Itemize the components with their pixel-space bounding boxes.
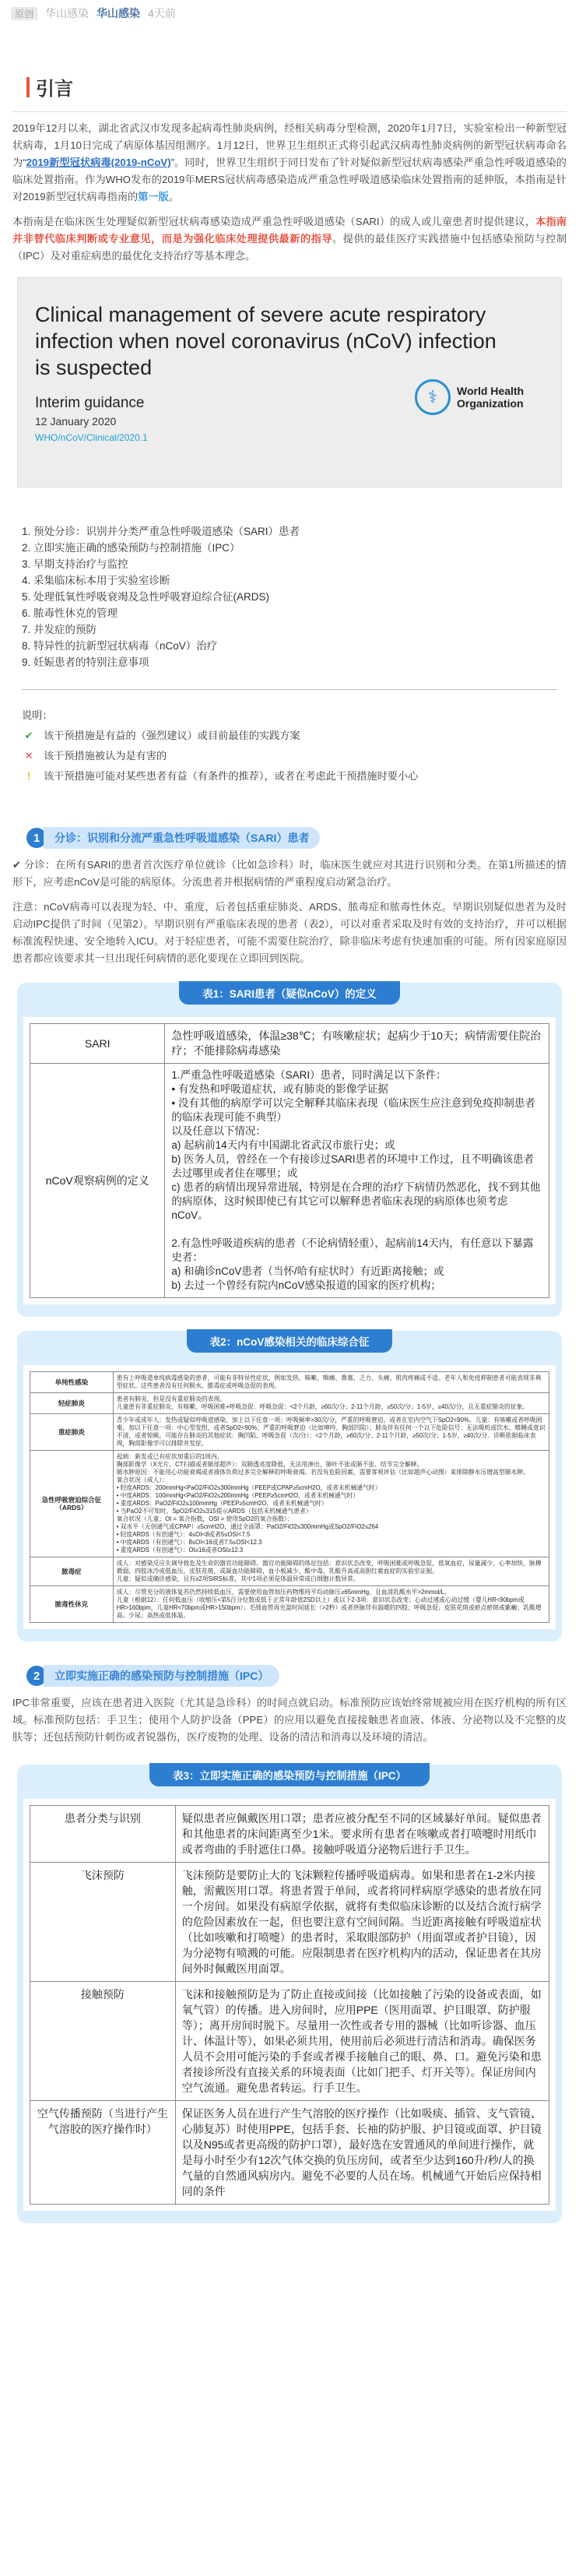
table-row (30, 1451, 549, 1557)
table-row (30, 1064, 549, 1298)
section-number: 2 (26, 1666, 47, 1686)
legend (22, 706, 557, 787)
row-content: 疑似患者应佩戴医用口罩；患者应被分配至不同的区域暴好单间。疑似患者和其他患者的床间距离至少1米。要求所有患者在咳嗽或者打喷嚏时用纸巾或者弯曲的手肘遮住口鼻。接触呼吸道分泌物后进行手卫生。 (175, 1806, 549, 1863)
intro-text: 2019年12月以来，湖北省武汉市发现多起病毒性肺炎病例，经相关病毒分型检测，2020年1月7日，实验室检出一种新型冠状病毒，1月10日完成了病原体基因组测序。1月12日，世界卫生组织正式将引起武汉病毒性肺炎病例的新型冠状病毒命名为“ (12, 122, 567, 168)
table-row (30, 1806, 549, 1863)
article-meta (0, 0, 579, 26)
cross-icon: ✕ (24, 750, 33, 762)
original-tag: 原创 (11, 7, 37, 20)
table-3-caption: 表3：立即实施正确的感染预防与控制措施（IPC） (149, 1763, 430, 1786)
account-link[interactable]: 华山感染 (96, 7, 141, 19)
who-logo (415, 379, 542, 415)
row-label: 脓毒性休克 (30, 1586, 114, 1623)
outline-item: 3. 早期支持治疗与监控 (22, 558, 128, 570)
legend-text: 该干预措施可能对某些患者有益（有条件的推荐），或者在考虑此干预措施时要小心 (44, 770, 419, 782)
row-label: nCoV观察病例的定义 (30, 1064, 165, 1298)
section-2-paragraph: IPC非常重要，应该在患者进入医院（尤其是急诊科）的时间点就启动。标准预防应该始终常规被应用在医疗机构的所有区域。标准预防包括：手卫生；使用个人防护设备（PPE）的应用以避免直接接触患者血液、体液、分泌物以及不完整的皮肤等；还包括预防针刺伤或者锐器伤，医疗废物的处理、设备的清洁和消毒以及环境的清洁。 (12, 1697, 567, 1743)
section-title: 立即实施正确的感染预防与控制措施（IPC） (44, 1665, 279, 1687)
intro-text: 。提供的最佳医疗实践措施中包括感染预防与控制（IPC）及对重症病患的最优化支持治疗等基本理念。 (12, 233, 567, 262)
first-edition-text: 第一版 (138, 191, 169, 202)
section-2-heading (26, 1665, 579, 1687)
row-label: 轻症肺炎 (30, 1393, 114, 1414)
outline-item: 7. 并发症的预防 (22, 624, 97, 635)
row-content: 飞沫预防是要防止大的飞沫颗粒传播呼吸道病毒。如果和患者在1-2米内接触，需戴医用口罩。将患者置于单间，或者将同样病原学感染的患者放在同一个房间。如果没有病原学依据，就将有类似临床诊断的以及结合流行病学的危险因素放在一起，但也要注意有空间间隔。当近距离接触有呼吸道症状（比如咳嗽和打喷嚏）的患者时，采取眼部防护（用面罩或者护目镜），因为分泌物有喷溅的可能。应限制患者在医疗机构内的活动，保证患者在其房间外时佩戴医用面罩。 (175, 1863, 549, 1982)
table-row (30, 1586, 549, 1623)
table-row (30, 1982, 549, 2101)
row-content: 患有上呼吸道单纯病毒感染的患者，可能有非特异性症状，例如发热、咳嗽、咽痛、鼻塞、乏力、头痛、肌肉疼痛或不适。老年人和免疫抑制患者可能表现非典型症状。这些患者没有任何脱水、脓毒症或呼吸急促的表现。 (113, 1372, 549, 1393)
table-1-caption: 表1：SARI患者（疑似nCoV）的定义 (179, 981, 400, 1005)
row-label: SARI (30, 1024, 165, 1064)
row-content: 青少年或成年人：发热或疑似呼吸道感染，加上以下任意一项：呼吸频率>30次/分，严重的呼吸窘迫，或者在室内空气下SpO2<90%。儿童：有咳嗽或者呼吸困难，加以下任意一项：中心型发绀，或者SpO2<90%；严重的呼吸窘迫（比如呻吟、胸部凹陷）；肺炎伴有任何一个以下危险信号：无法吸吮或饮水，嗜睡或意识不清，或者惊厥。可能存在肺炎的其他症状：胸凹陷、呼吸急促（次/分）：<2个月龄，≥60次/分；2-11个月龄，≥50次/分；1-5岁，≥40次/分。诊断依据临床表现，胸部影像学可以排除并发症。 (113, 1414, 549, 1451)
outline-item: 2. 立即实施正确的感染预防与控制措施（IPC） (22, 542, 240, 554)
source-name: 华山感染 (45, 7, 89, 19)
row-content: 成人：对感染反应失调导致危及生命的器官功能障碍。器官功能障碍的体征包括：意识状态改变，呼吸困难或呼吸急促，低氧血症，尿量减少，心率加快，脉搏微弱，四肢冰冷或低血压，皮肤花斑，或凝血功能障碍、血小板减少、酸中毒、乳酸升高或高胆红素血症的实验室证据。 儿童：疑似或确诊感染，且有≥2项SIRS标准，其中1项必须是体温异常或白细胞计数异常。 (113, 1557, 549, 1586)
intro-paragraph-2 (12, 213, 567, 265)
legend-text: 该干预措施被认为是有害的 (44, 750, 167, 762)
row-content: 1.严重急性呼吸道感染（SARI）患者，同时满足以下条件： • 有发热和呼吸道症状，或有肺炎的影像学证据 • 没有其他的病原学可以完全解释其临床表现（临床医生应注意到免疫抑制患者的临床表现可能不典型） 以及任意以下情况： a) 起病前14天内有中国湖北省武汉市旅行史；或 b) 医务人员，曾经在一个有接诊过SARI患者的环境中工作过，且不明确该患者去过哪里或者住在哪里；或 c) 患者的病情出现异常进展，特别是在合理的治疗下病情仍然恶化，找不到其他的病原体，这时候即使已有其它可以解释患者临床表现的病原体也须考虑nCoV。 2.有急性呼吸道疾病的患者（不论病情轻重），起病前14天内，有任意以下暴露史者： a) 和确诊nCoV患者（当怀/哈有症状时）有近距离接触；或 b) 去过一个曾经有院内nCoV感染报道的国家的医疗机构； (165, 1064, 549, 1298)
row-label: 脓毒症 (30, 1557, 114, 1586)
exclamation-icon: ! (26, 770, 31, 782)
row-content: 患者有肺炎，但是没有重症肺炎的表现。 儿童患有非重症肺炎，有咳嗽、呼吸困难+呼吸急促：呼吸急促：<2个月龄，≥60次/分；2-11个月龄，≥50次/分；1-5岁，≥40次/分，且无重症肺炎的征象。 (113, 1393, 549, 1414)
divider (12, 111, 567, 112)
outline-item: 6. 脓毒性休克的管理 (22, 607, 118, 619)
emphasis-text: 本指南并非替代临床判断或专业意见，而是为强化临床处理提供最新的指导 (12, 216, 567, 245)
section-title: 分诊：识别和分流严重急性呼吸道感染（SARI）患者 (44, 827, 320, 849)
intro-text: 本指南是在临床医生处理疑似新型冠状病毒感染造成严重急性呼吸道感染（SARI）的成人或儿童患者时提供建议， (12, 216, 536, 227)
section-1-note: 注意：nCoV病毒可以表现为轻、中、重度，后者包括重症肺炎、ARDS、脓毒症和脓毒性休克。早期识别疑似患者为及时启动IPC提供了时间（见第2）。早期识别有严重临床表现的患者（表2），可以对重者采取及时有效的支持治疗，并可以根据标准流程快速、安全地转入ICU。对于轻症患者，可能不需要住院治疗，除非临床考虑有快速加重的可能。所有因家庭原因患者都应该要求其一旦出现任何病情的恶化要现在立即回到医院。 (12, 901, 567, 964)
table-1-card (17, 983, 562, 1317)
table-1 (30, 1023, 549, 1298)
row-label: 接触预防 (30, 1982, 176, 2101)
legend-item (22, 746, 557, 766)
table-row (30, 1393, 549, 1414)
outline-item: 4. 采集临床标本用于实验室诊断 (22, 575, 170, 586)
row-label: 患者分类与识别 (30, 1806, 176, 1863)
legend-item (22, 766, 557, 787)
outline-item: 5. 处理低氧性呼吸衰竭及急性呼吸窘迫综合征(ARDS) (22, 591, 270, 603)
row-content: 保证医务人员在进行产生气溶胶的医疗操作（比如吸痰、插管、支气管镜、心肺复苏）时使用PPE，包括手套、长袖的防护服、护目镜或面罩、护目镜以及N95或者更高级的防护口罩），最好选在安置通风的单间进行操作，就是每小时至少有12次气体交换的负压房间，或者至少达到160升/秒/人的换气量的自然通风病房内。避免不必要的人员在场。机械通气开始后应保持相同的条件 (175, 2101, 549, 2205)
section-1-heading (26, 827, 579, 849)
section-1-paragraph: ✔ 分诊：在所有SARI的患者首次医疗单位就诊（比如急诊科）时，临床医生就应对其进行识别和分类。在第1所描述的情形下，应考虑nCoV是可能的病原体。分流患者并根据病情的严重程度启动紧急治疗。 (12, 859, 567, 888)
row-content: 起病：新发或已有症状加重后的1周内。 胸部影像学（X光片、CT扫描或者肺部超声）：双肺透亮度降低，无法用渗出、肺叶不张或肺不张、结节完全解释。 肺水肿原因：不能用心功能衰竭或者液体负荷过多完全解释的呼吸衰竭。若没有危险因素，需要客观评估（比如超声心动图）来排除静水压增高型肺水肿。 氧合状况（成人）： • 轻度ARDS：200mmHg<PaO2/FiO2≤300mmHg（PEEP或CPAP≥5cmH2O，或者未机械通气时） • 中度ARDS：100mmHg<PaO2/FiO2≤200mmHg（PEEP≥5cmH2O，或者未机械通气时） • 重度ARDS：PaO2/FiO2≤100mmHg（PEEP≥5cmH2O，或者未机械通气时） • 当PaO2不可知时，SpO2/FiO2≤315提示ARDS（包括未机械通气患者） 氧合状况（儿童；OI = 氧合指数，OSI = 使用SpO2的氧合指数）： • 双水平（无创通气或CPAP）≥5cmH2O，通过全面罩：PaO2/FiO2≤300mmHg或SpO2/FiO2≤264 • 轻度ARDS（有创通气）：4≤OI<8或者5≤OSI<7.5 • 中度ARDS（有创通气）：8≤OI<16或者7.5≤OSI<12.3 • 重度ARDS（有创通气）：OI≥16或者OSI≥12.3 (113, 1451, 549, 1557)
cover-ref: WHO/nCoV/Clinical/2020.1 (35, 432, 148, 443)
table-row (30, 1372, 549, 1393)
legend-item (22, 726, 557, 746)
table-row (30, 1557, 549, 1586)
cover-title: Clinical management of severe acute respiratory infection when novel coronavirus (nCoV) infection is suspected (35, 303, 497, 379)
table-2 (30, 1371, 549, 1623)
table-2-card (17, 1331, 562, 1642)
outline-item: 9. 妊娠患者的特别注意事项 (22, 656, 149, 668)
row-label: 空气传播预防（当进行产生气溶胶的医疗操作时） (30, 2101, 176, 2205)
outline-list (22, 523, 557, 670)
cover-date: 12 January 2020 (35, 415, 117, 428)
table-row (30, 2101, 549, 2205)
table-3-card (17, 1765, 562, 2223)
row-label: 飞沫预防 (30, 1863, 176, 1982)
row-label: 重症肺炎 (30, 1414, 114, 1451)
intro-text: 。 (168, 191, 179, 202)
row-content: 成人：尽管充分的液体复苏仍然持续低血压，需要使用血管加压药物维持平均动脉压≥65mmHg，且血清乳酸水平>2mmol/L。 儿童（根据12）：任何低血压（收缩压<第5百分位数或低于正常年龄值2SD以上）或以下2-3项：意识状态改变；心动过速或心动过缓（婴儿HR<90bpm或HR>160bpm，儿童HR<70bpm或HR>150bpm）；毛细血管再充盈时间延长（>2秒）或者洪脉伴有温暖的四肢；呼吸急促；皮肤花斑或瘀点瘀斑或紫癜；乳酸增高；少尿；高热或低体温。 (113, 1586, 549, 1623)
guideline-cover-image (17, 277, 562, 487)
intro-heading (26, 73, 579, 100)
row-label: 急性呼吸窘迫综合征（ARDS） (30, 1451, 114, 1557)
cover-subtitle: Interim guidance (35, 395, 145, 411)
intro-paragraph-1 (12, 120, 567, 206)
intro-title: 引言 (36, 79, 73, 100)
table-row (30, 1414, 549, 1451)
row-content: 飞沫和接触预防是为了防止直接或间接（比如接触了污染的设备或表面，如氧气管）的传播。进入房间时，应用PPE（医用面罩、护目眼罩、防护服等）；离开房间时脱下。尽量用一次性或者专用的器械（比如听诊器、血压计、体温计等），如果必须共用，使用前后必须进行清洁和消毒。确保医务人员不会用可能污染的手套或者裸手接触自己的眼、鼻、口。避免污染和患者接诊所没有直接关系的环境表面（比如门把手、灯开关等）。保证房间内空气流通。避免患者转运。行手卫生。 (175, 1982, 549, 2101)
divider (22, 689, 557, 690)
section-number: 1 (26, 828, 47, 848)
legend-text: 该干预措施是有益的（强烈建议）或目前最佳的实践方案 (44, 730, 300, 741)
table-row (30, 1863, 549, 1982)
check-icon: ✔ (24, 730, 33, 741)
row-content: 急性呼吸道感染，体温≥38℃；有咳嗽症状；起病少于10天；病情需要住院治疗；不能排除病毒感染 (165, 1024, 549, 1064)
table-3 (30, 1805, 549, 2205)
outline-item: 8. 特异性的抗新型冠状病毒（nCoV）治疗 (22, 640, 218, 652)
intro-text: ”。同时，世界卫生组织于同日发布了针对疑似新型冠状病毒感染严重急性呼吸道感染的临床处置指南。作为WHO发布的2019年MERS冠状病毒感染造成严重急性呼吸道感染临床处置指南的延伸版，本指南是针对2019新型冠状病毒指南的 (12, 157, 567, 202)
outline-item: 1. 预处分诊：识别并分类严重急性呼吸道感染（SARI）患者 (22, 526, 300, 537)
ncov-name-link[interactable]: 2019新型冠状病毒(2019-nCoV) (26, 157, 171, 168)
who-name: World Health Organization (457, 385, 525, 410)
table-2-caption: 表2：nCoV感染相关的临床综合征 (187, 1329, 393, 1353)
who-emblem-icon: ⚕ (415, 379, 451, 415)
legend-title: 说明： (22, 709, 53, 721)
table-row (30, 1024, 549, 1064)
row-label: 单纯性感染 (30, 1372, 114, 1393)
publish-time: 4天前 (148, 7, 176, 19)
heading-accent-bar (26, 77, 30, 97)
